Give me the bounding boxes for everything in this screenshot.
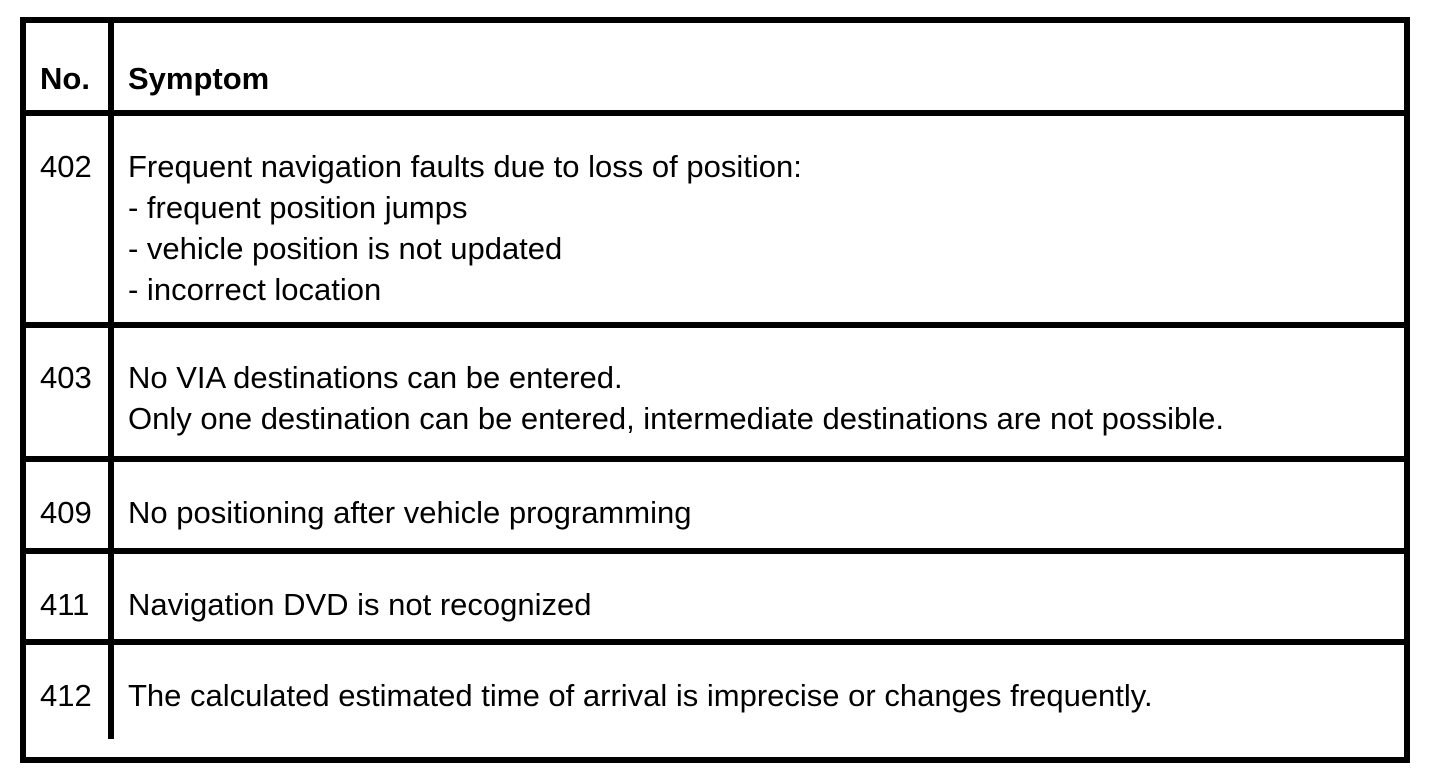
row-412-number: 412 (26, 645, 114, 739)
row-402-symptom: Frequent navigation faults due to loss of position: - frequent position jumps - vehicle position is not updated - incorrect location (114, 116, 1404, 328)
row-402-number: 402 (26, 116, 114, 328)
row-412-symptom: The calculated estimated time of arrival is imprecise or changes frequently. (128, 678, 1153, 713)
row-411-number: 411 (26, 554, 114, 645)
row-403-symptom: No VIA destinations can be entered. Only one destination can be entered, intermediate destinations are not possible. (114, 328, 1404, 462)
column-header-symptom: Symptom (114, 23, 1404, 116)
row-403-number: 403 (26, 328, 114, 462)
symptom-table (20, 17, 1410, 763)
row-411-symptom: Navigation DVD is not recognized (114, 554, 1404, 645)
column-header-no: No. (26, 23, 114, 116)
row-409-symptom: No positioning after vehicle programming (114, 462, 1404, 554)
row-409-number: 409 (26, 462, 114, 554)
